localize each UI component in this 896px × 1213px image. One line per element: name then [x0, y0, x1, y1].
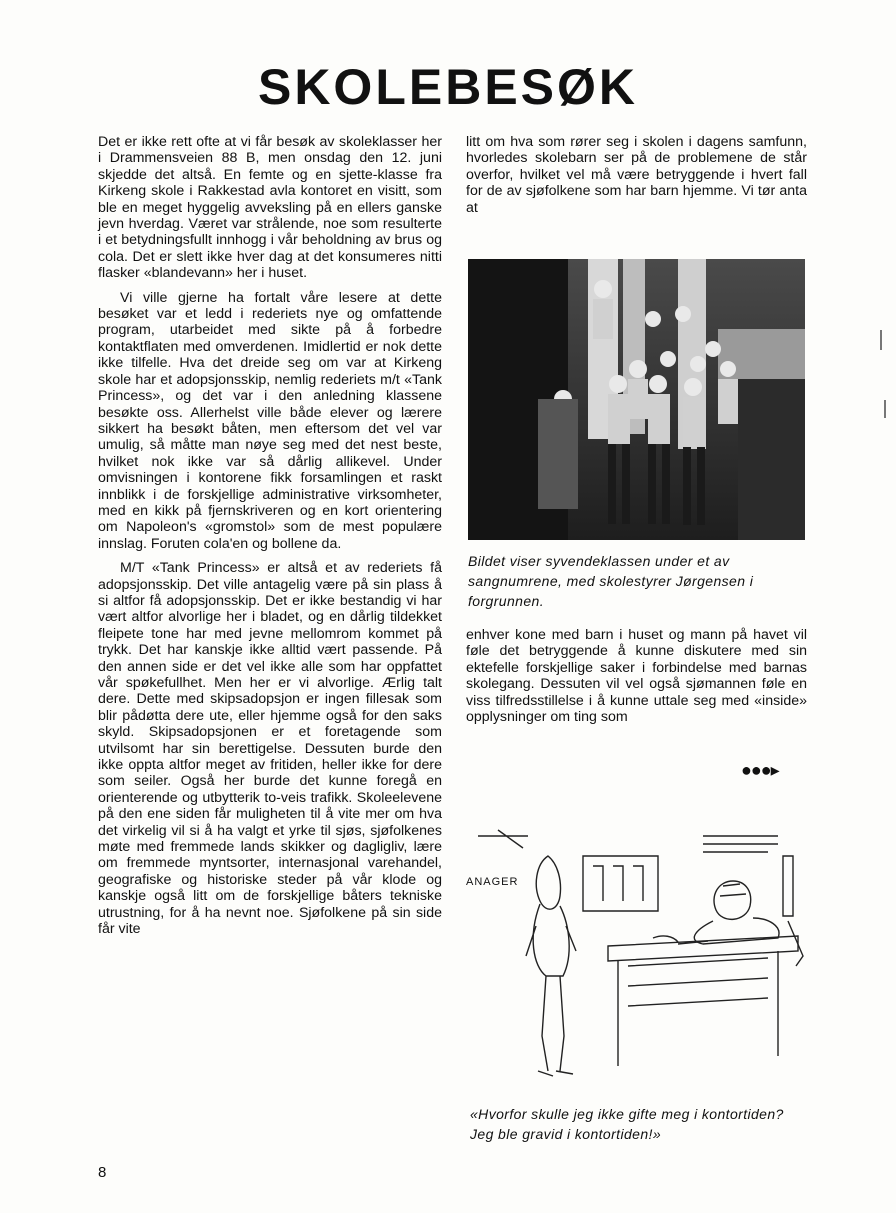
- class-photo: [468, 259, 805, 540]
- cartoon-illustration: [466, 826, 808, 1092]
- paragraph: enhver kone med barn i huset og mann på havet vil føle det betryggende å kunne diskutere med sin ektefelle forskjellige saker i forbindelse med barnas skolegang. Dessuten vil vel også sjømannen føle en viss tilfredsstillelse i å kunne uttale seg med «inside» opplysninger om ting som: [466, 627, 807, 726]
- page-number: 8: [98, 1164, 107, 1181]
- class-photo-image: [468, 259, 805, 540]
- photo-caption: Bildet viser syvendeklassen under et av sangnumrene, med skolestyrer Jørgensen i forgrunnen.: [468, 553, 754, 609]
- paragraph: M/T «Tank Princess» er altså et av rederiets få adopsjonsskip. Det ville antagelig være på sin plass å si altfor få adopsjonsskip. Det er ikke bestandig vi har vært altfor alvorlige her i bladet, og en dårlig tildekket fleipete tone har med jevne mellomrom kommet på trykk. Det har kanskje ikke alltid vært passende. På den annen side er det vel ikke alle som har oppfattet vår spøkefullhet. Men her er vi alvorlige. Ærlig talt dere. Dette med skipsadopsjon er ingen fillesak som blir pådøtta dere ute, eller hjemme også for den saks skyld. Skipsadopsjonen er et foretagende som utvilsomt har sin berettigelse. Dessuten burde den ikke oppta altfor meget av fritiden, heller ikke for dere som seiler. Også her burde det kunne foregå en orienterende og utbytterik to-veis trafikk. Skoleelevene på den ene siden får muligheten til å vite mer om hva det virkelig vil si å ha valgt et yrke til sjøs, sjøfolkenes møte med fremmede lands skikker og dagligliv, lære om fremmede myntsorter, internasjonal varehandel, geografiske og historiske steder på vår klode og kanskje også litt om de forskjellige båters tekniske utrustning, for å ha nevnt noe. Sjøfolkene på sin side får vite: [98, 560, 442, 938]
- left-column: [98, 134, 442, 946]
- cartoon-drawing: [478, 826, 808, 1092]
- cartoon-signature: ANAGER: [466, 876, 519, 888]
- cartoon-caption: «Hvorfor skulle jeg ikke gifte meg i kontortiden? Jeg ble gravid i kontortiden!»: [470, 1106, 784, 1142]
- right-column-continued: [466, 627, 807, 733]
- continued-marker: ●●●▸: [741, 760, 779, 780]
- margin-mark: [884, 400, 886, 418]
- paragraph: litt om hva som rører seg i skolen i dagens samfunn, hvorledes skolebarn ser på de problemene de står overfor, hvilket vel må være betryggende i hvert fall for de av sjøfolkene som har barn hjemme. Vi tør anta at: [466, 134, 807, 216]
- right-column-top: [466, 134, 807, 224]
- margin-mark: [880, 330, 882, 350]
- article-title: SKOLEBESØK: [257, 59, 639, 115]
- paragraph: Vi ville gjerne ha fortalt våre lesere at dette besøket var et ledd i rederiets nye og omfattende program, utarbeidet med sikte på å forbedre kontaktflaten med omverdenen. Imidlertid er nok dette ikke tilfelle. Hva det dreide seg om var at Kirkeng skole har et adopsjonsskip, nemlig rederiets m/t «Tank Princess», og det var i den anledning klassene besøkte oss. Allerhelst ville både elever og lærere sikkert ha besøkt båten, men eftersom det vel var umulig, så måtte man nøye seg med det nest beste, hvilket nok ikke var så dårlig allikevel. Under omvisningen i kontorene fikk forsamlingen et raskt innblikk i de forskjellige administrative virksomheter, med en kikk på fjernskriveren og en kort orientering om Napoleon's «gromstol» som de mest populære innslag. Foruten cola'en og bollene da.: [98, 289, 442, 552]
- paragraph: Det er ikke rett ofte at vi får besøk av skoleklasser her i Drammensveien 88 B, men onsdag den 12. juni skjedde det altså. En femte og en sjette-klasse fra Kirkeng skole i Rakkestad avla kontoret en visitt, som ble en meget hyggelig avveksling på en ellers ganske jevn hverdag. Været var strålende, noe som resulterte i et betydningsfullt innhogg i vår beholdning av brus og cola. Det er slett ikke hver dag at det konsumeres nitti flasker «blandevann» her i huset.: [98, 134, 442, 282]
